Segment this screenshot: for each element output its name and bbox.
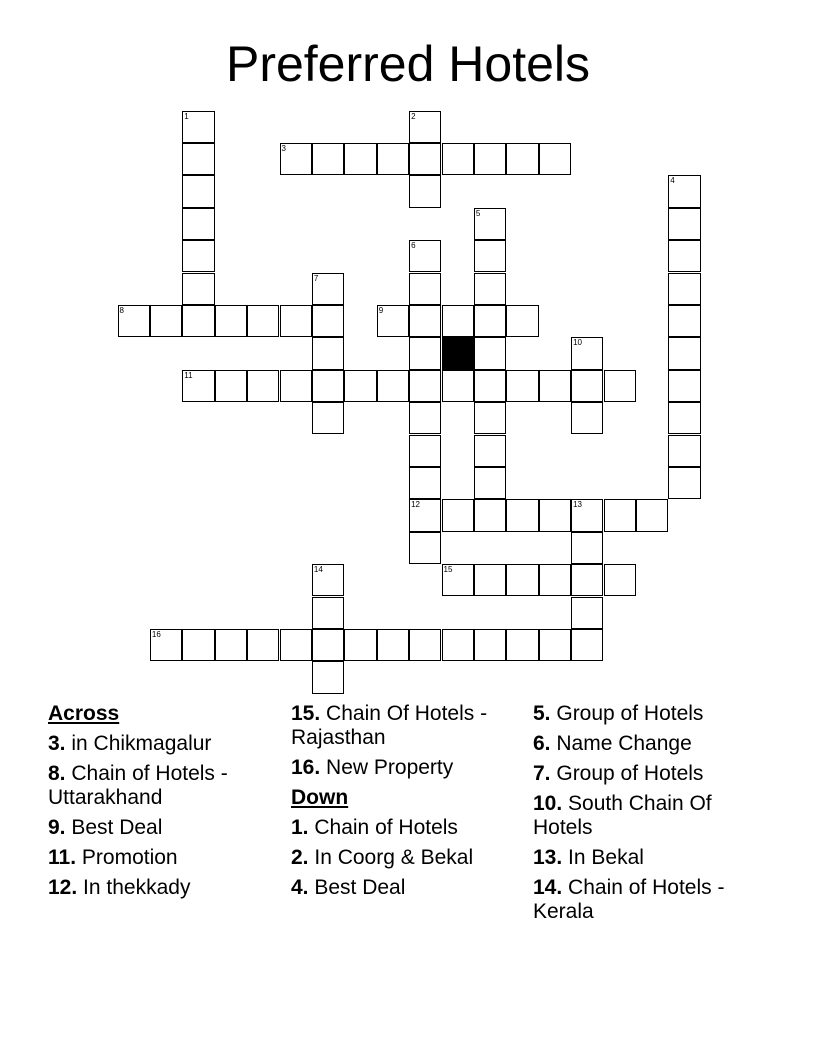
clue-item-number: 10. [533,792,563,815]
grid-cell[interactable] [409,370,441,402]
clue-item-text: In Bekal [568,846,644,869]
grid-cell[interactable] [474,467,506,499]
grid-cell[interactable] [215,629,247,661]
clue-item-number: 4. [291,876,309,899]
grid-cell[interactable] [280,305,312,337]
grid-cell[interactable] [182,370,214,402]
grid-cell[interactable] [668,240,700,272]
clue-item-text: Best Deal [314,876,406,899]
clue-number: 14 [313,565,323,575]
clue-number: 15 [443,565,453,575]
grid-cell[interactable] [668,467,700,499]
grid-cell[interactable] [280,370,312,402]
grid-cell[interactable] [571,370,603,402]
grid-cell[interactable] [312,629,344,661]
clue-number: 11 [184,370,193,380]
clue-item [291,846,516,870]
grid-cell[interactable] [474,273,506,305]
clue-number: 9 [378,305,384,315]
grid-cell[interactable] [474,305,506,337]
grid-cell[interactable] [215,305,247,337]
clue-item [291,876,516,900]
grid-cell[interactable] [474,499,506,531]
grid-cell[interactable] [247,370,279,402]
grid-cell[interactable] [668,370,700,402]
grid-cell[interactable] [344,629,376,661]
grid-cell[interactable] [506,564,538,596]
grid-cell[interactable] [474,208,506,240]
grid-cell[interactable] [215,370,247,402]
grid-cell[interactable] [182,175,214,207]
grid-cell[interactable] [668,337,700,369]
clue-item-number: 3. [48,732,66,755]
grid-cell[interactable] [668,305,700,337]
grid-cell[interactable] [409,629,441,661]
clue-item-text: in Chikmagalur [71,732,212,755]
clue-item-number: 12. [48,876,78,899]
grid-cell[interactable] [377,370,409,402]
grid-cell[interactable] [150,629,182,661]
clue-item [48,816,268,840]
grid-cell[interactable] [409,532,441,564]
grid-cell[interactable] [604,370,636,402]
clue-number: 4 [670,176,675,186]
grid-cell[interactable] [571,499,603,531]
grid-cell[interactable] [571,597,603,629]
grid-cell[interactable] [409,499,441,531]
clue-column-3 [533,702,763,930]
grid-cell[interactable] [474,435,506,467]
grid-cell[interactable] [247,629,279,661]
grid-cell[interactable] [312,273,344,305]
grid-cell[interactable] [571,564,603,596]
clue-item [533,846,763,870]
clue-item [48,876,268,900]
clue-item-number: 5. [533,702,551,725]
grid-cell[interactable] [474,564,506,596]
clue-column-2 [291,702,516,906]
clue-item-text: Best Deal [71,816,163,839]
grid-cell[interactable] [668,273,700,305]
clue-item-text: In Coorg & Bekal [314,846,474,869]
clue-item-text: Group of Hotels [556,762,704,785]
clue-item [48,762,268,810]
grid-cell[interactable] [604,564,636,596]
grid-cell[interactable] [539,370,571,402]
grid-cell[interactable] [344,143,376,175]
clue-item-text: Chain of Hotels [314,816,458,839]
clue-number: 1 [184,111,189,121]
clue-item-text: Group of Hotels [556,702,704,725]
grid-cell[interactable] [344,370,376,402]
grid-cell[interactable] [442,629,474,661]
grid-cell[interactable] [377,143,409,175]
clue-item [533,876,763,924]
grid-cell[interactable] [442,564,474,596]
grid-cell[interactable] [442,143,474,175]
clue-item-text: Chain Of Hotels - Rajasthan [291,702,488,749]
clue-number: 8 [119,305,124,315]
grid-cell[interactable] [506,370,538,402]
grid-cell[interactable] [312,661,344,693]
grid-cell[interactable] [182,240,214,272]
grid-cell[interactable] [539,564,571,596]
clue-item-number: 14. [533,876,563,899]
clue-item-number: 11. [48,846,77,869]
grid-cell[interactable] [442,305,474,337]
grid-cell[interactable] [474,402,506,434]
clue-number: 13 [573,500,582,510]
grid-cell[interactable] [182,629,214,661]
grid-cell[interactable] [312,143,344,175]
clue-column-1 [48,702,268,906]
clue-item-number: 9. [48,816,66,839]
grid-cell[interactable] [182,208,214,240]
grid-cell[interactable] [506,305,538,337]
clue-item [48,846,268,870]
grid-cell[interactable] [247,305,279,337]
grid-cell[interactable] [668,175,700,207]
clue-item [533,762,763,786]
grid-cell[interactable] [409,337,441,369]
grid-cell[interactable] [409,435,441,467]
grid-cell[interactable] [539,143,571,175]
black-square [442,337,474,369]
clue-item-number: 15. [291,702,321,725]
clue-item-number: 1. [291,816,309,839]
grid-cell[interactable] [474,337,506,369]
grid-cell[interactable] [474,629,506,661]
grid-cell[interactable] [474,370,506,402]
clue-item [533,792,763,840]
clue-number: 3 [281,143,286,153]
grid-cell[interactable] [604,499,636,531]
clue-number: 12 [411,500,420,510]
grid-cell[interactable] [409,402,441,434]
grid-cell[interactable] [312,370,344,402]
grid-cell[interactable] [506,629,538,661]
clue-number: 5 [475,208,481,218]
grid-cell[interactable] [571,532,603,564]
clue-section-heading: Across [48,702,120,725]
grid-cell[interactable] [571,337,603,369]
grid-cell[interactable] [182,143,214,175]
grid-cell[interactable] [312,564,344,596]
grid-cell[interactable] [409,111,441,143]
clue-item-text: Promotion [81,846,178,869]
grid-cell[interactable] [442,370,474,402]
clue-number: 7 [313,273,319,283]
clue-number: 10 [573,338,582,348]
grid-cell[interactable] [182,111,214,143]
clue-item [533,702,763,726]
clue-item-text: Name Change [556,732,692,755]
grid-cell[interactable] [377,629,409,661]
grid-cell[interactable] [409,240,441,272]
grid-cell[interactable] [474,240,506,272]
grid-cell[interactable] [668,435,700,467]
clue-number: 6 [411,241,416,251]
clue-item-number: 8. [48,762,66,785]
clue-item-text: New Property [326,756,454,779]
clue-item-number: 2. [291,846,309,869]
clue-item-text: In thekkady [83,876,191,899]
grid-cell[interactable] [506,499,538,531]
grid-cell[interactable] [182,273,214,305]
clue-item-number: 16. [291,756,321,779]
clue-item-text: South Chain Of Hotels [533,792,712,839]
clue-item [291,702,516,750]
grid-cell[interactable] [668,208,700,240]
clue-number: 16 [151,629,161,639]
grid-cell[interactable] [312,597,344,629]
clue-item-text: Chain of Hotels - Kerala [533,876,725,923]
grid-cell[interactable] [409,143,441,175]
clue-number: 2 [411,111,416,121]
grid-cell[interactable] [539,499,571,531]
clue-item [291,756,516,780]
grid-cell[interactable] [571,402,603,434]
grid-cell[interactable] [409,305,441,337]
grid-cell[interactable] [409,273,441,305]
grid-cell[interactable] [409,175,441,207]
grid-cell[interactable] [118,305,150,337]
grid-cell[interactable] [280,143,312,175]
grid-cell[interactable] [571,629,603,661]
grid-cell[interactable] [474,143,506,175]
grid-cell[interactable] [636,499,668,531]
clue-item [48,732,268,756]
grid-cell[interactable] [506,143,538,175]
grid-cell[interactable] [442,499,474,531]
grid-cell[interactable] [539,629,571,661]
clue-item-number: 13. [533,846,563,869]
clue-item [533,732,763,756]
grid-cell[interactable] [312,337,344,369]
clue-item-number: 6. [533,732,551,755]
grid-cell[interactable] [182,305,214,337]
clue-item [291,816,516,840]
grid-cell[interactable] [312,402,344,434]
grid-cell[interactable] [377,305,409,337]
clue-item-text: Chain of Hotels - Uttarakhand [48,762,228,809]
grid-cell[interactable] [150,305,182,337]
clue-section-heading: Down [291,786,349,809]
grid-cell[interactable] [312,305,344,337]
puzzle-title: Preferred Hotels [225,36,591,92]
grid-cell[interactable] [668,402,700,434]
grid-cell[interactable] [409,467,441,499]
clue-item-number: 7. [533,762,551,785]
grid-cell[interactable] [280,629,312,661]
